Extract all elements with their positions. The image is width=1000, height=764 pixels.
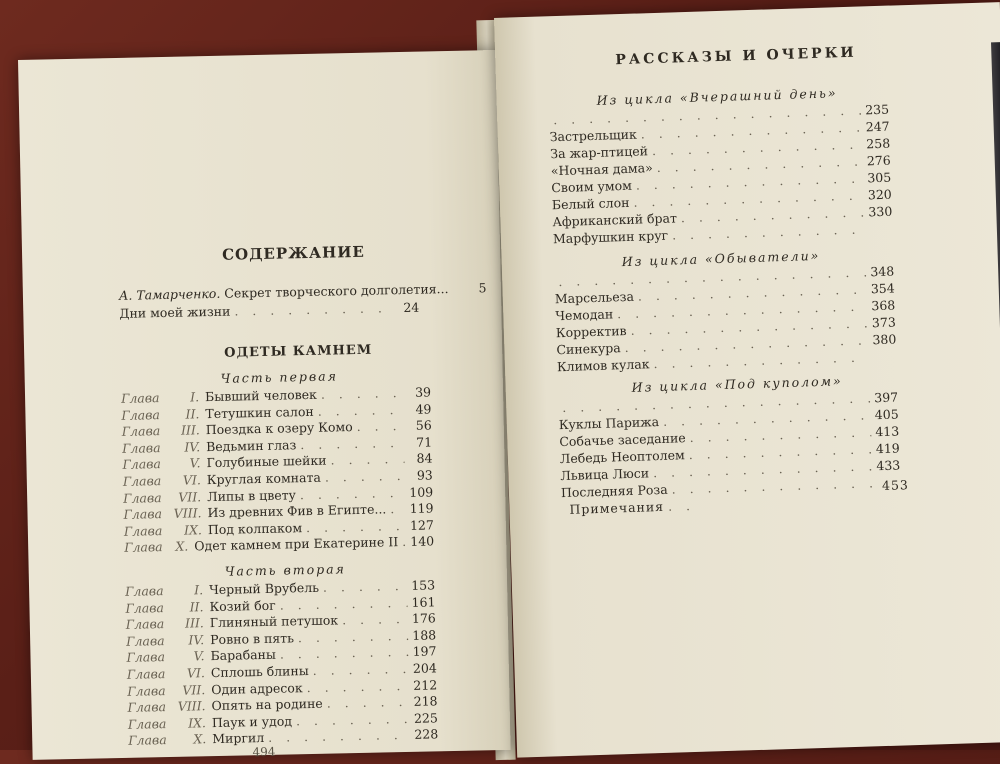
- story-row: Львица Люси . . . 433: [560, 457, 900, 483]
- chapter-row: Глава III. Поездка к озеру Комо . . . 56: [122, 418, 432, 439]
- section-title: ОДЕТЫ КАМНЕМ: [224, 342, 373, 361]
- story-row: Белый слон . . . 320: [552, 187, 892, 213]
- chapter-row: Глава VI. Сплошь блины . . . 204: [127, 660, 437, 681]
- story-row: Застрельщик . . . 247: [550, 119, 890, 145]
- chapter-row: Глава VI. Круглая комната . . . 93: [123, 467, 433, 488]
- chapter-row: Глава III. Глиняный петушок . . . 176: [126, 611, 436, 632]
- story-row: Лебедь Неоптолем . . . 419: [560, 440, 900, 466]
- chapter-row: Глава IX. Под колпаком . . . 127: [124, 517, 434, 538]
- contents-heading: СОДЕРЖАНИЕ: [221, 242, 366, 264]
- story-row: Собачье заседание . . . 413: [559, 423, 899, 449]
- story-row: «Ночная дама» . . . 276: [551, 153, 891, 179]
- chapter-row: Глава X. Одет камнем при Екатерине II . . . 140: [124, 534, 434, 555]
- story-row: За жар-птицей . . . 258: [550, 136, 890, 162]
- story-row: Марсельеза . . . 354: [555, 281, 895, 307]
- part-one-label: Часть первая: [220, 368, 339, 386]
- chapter-row: Глава IV. Ровно в пять . . . 188: [126, 627, 436, 648]
- cycle-three-label: Из цикла «Под куполом»: [631, 373, 843, 395]
- cycle-one-label: Из цикла «Вчерашний день»: [596, 85, 838, 108]
- chapter-row: Глава IV. Ведьмин глаз . . . 71: [122, 434, 432, 455]
- toc-row-intro-0: А. Тамарченко. Секрет творческого долголетия... 5: [118, 280, 487, 303]
- story-row: . . . 235: [549, 102, 889, 128]
- chapter-row: Глава X. Миргил . . . 228: [128, 727, 438, 748]
- stories-heading: РАССКАЗЫ И ОЧЕРКИ: [615, 44, 857, 69]
- cover-edge: [991, 42, 1000, 742]
- story-row: Марфушкин круг . . .: [553, 221, 893, 247]
- story-row: Корректив . . . 373: [556, 315, 896, 341]
- story-row: . . . 348: [554, 264, 894, 290]
- story-row: Своим умом . . . 305: [551, 170, 891, 196]
- chapter-row: Глава II. Тетушкин салон . . . 49: [121, 401, 431, 422]
- notes-row: Примечания . . . 453: [569, 491, 909, 517]
- part-two-label: Часть вторая: [224, 561, 347, 579]
- story-row: Последняя Роза . . .: [561, 474, 901, 500]
- story-row: Климов кулак . . .: [557, 349, 897, 375]
- chapter-row: Глава VII. Липы в цвету . . . 109: [123, 484, 433, 505]
- story-row: . . . 397: [558, 389, 898, 415]
- cycle-two-label: Из цикла «Обыватели»: [621, 247, 821, 270]
- chapter-row: Глава VII. Один адресок . . . 212: [127, 677, 437, 698]
- story-row: Чемодан . . . 368: [555, 298, 895, 324]
- left-page: [18, 50, 511, 760]
- chapter-row: Глава VIII. Опять на родине . . . 218: [127, 694, 437, 715]
- story-row: Синекура . . . 380: [556, 332, 896, 358]
- story-row: Куклы Парижа . . . 405: [559, 406, 899, 432]
- right-page: [494, 2, 1000, 758]
- chapter-row: Глава IX. Паук и удод . . . 225: [128, 710, 438, 731]
- chapter-row: Глава VIII. Из древних Фив в Египте... . . . 119: [123, 501, 433, 522]
- page-number: 494: [252, 744, 276, 760]
- toc-row-intro-1: Дни моей жизни . . . 24: [119, 300, 419, 321]
- story-row: Африканский брат . . . 330: [552, 204, 892, 230]
- chapter-row: Глава V. Голубиные шейки . . . 84: [122, 451, 432, 472]
- chapter-row: Глава V. Барабаны . . . 197: [126, 644, 436, 665]
- chapter-row: Глава II. Козий бог . . . 161: [125, 594, 435, 615]
- chapter-row: Глава I. Черный Врубель . . . 153: [125, 577, 435, 598]
- chapter-row: Глава I. Бывший человек . . . 39: [121, 384, 431, 405]
